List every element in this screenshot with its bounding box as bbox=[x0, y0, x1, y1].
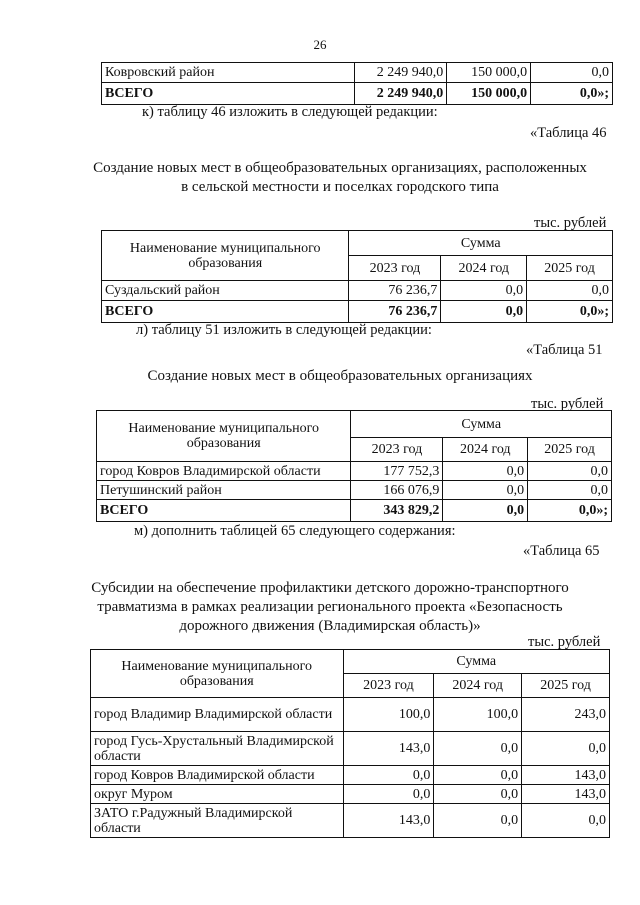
header-sum: Сумма bbox=[349, 231, 613, 256]
unit-label-65: тыс. рублей bbox=[528, 634, 601, 650]
total-2024: 150 000,0 bbox=[447, 83, 531, 105]
header-2023: 2023 год bbox=[351, 438, 443, 462]
table-header-row bbox=[97, 411, 612, 438]
total-label: ВСЕГО bbox=[97, 500, 351, 522]
total-2025: 0,0»; bbox=[531, 83, 613, 105]
municipality-name: город Ковров Владимирской области bbox=[97, 462, 351, 481]
table-65 bbox=[90, 649, 610, 838]
header-2023: 2023 год bbox=[343, 674, 434, 698]
table-row bbox=[102, 281, 613, 301]
header-municipality: Наименование муниципального образования bbox=[97, 411, 351, 462]
header-2025: 2025 год bbox=[522, 674, 610, 698]
table-row bbox=[97, 462, 612, 481]
value-2023: 0,0 bbox=[343, 766, 434, 785]
value-2025: 143,0 bbox=[522, 766, 610, 785]
value-2023: 143,0 bbox=[343, 732, 434, 766]
value-2023: 2 249 940,0 bbox=[355, 63, 447, 83]
value-2024: 100,0 bbox=[434, 698, 522, 732]
header-municipality: Наименование муниципального образования bbox=[102, 231, 349, 281]
value-2024: 0,0 bbox=[434, 766, 522, 785]
unit-label-46: тыс. рублей bbox=[534, 215, 607, 231]
table-51 bbox=[96, 410, 612, 522]
table-46 bbox=[101, 230, 613, 323]
value-2024: 0,0 bbox=[443, 462, 528, 481]
value-2025: 0,0 bbox=[527, 281, 613, 301]
instruction-k: к) таблицу 46 изложить в следующей редакции: bbox=[142, 104, 438, 120]
continuation-table bbox=[101, 62, 613, 105]
value-2025: 0,0 bbox=[528, 481, 612, 500]
table-row bbox=[97, 481, 612, 500]
value-2023: 76 236,7 bbox=[349, 281, 441, 301]
total-2023: 76 236,7 bbox=[349, 301, 441, 323]
value-2023: 143,0 bbox=[343, 804, 434, 838]
table-65-title: Субсидии на обеспечение профилактики детского дорожно-транспортного травматизма в рамках реализации регионального проекта «Безопасность дорожного движения (Владимирская область)» bbox=[91, 580, 569, 634]
municipality-name: округ Муром bbox=[91, 785, 344, 804]
header-2025: 2025 год bbox=[527, 256, 613, 281]
instruction-l: л) таблицу 51 изложить в следующей редакции: bbox=[136, 322, 432, 338]
table-label-46: «Таблица 46 bbox=[530, 125, 607, 141]
total-2023: 2 249 940,0 bbox=[355, 83, 447, 105]
value-2024: 0,0 bbox=[443, 481, 528, 500]
table-label-51: «Таблица 51 bbox=[526, 342, 603, 358]
table-row bbox=[91, 785, 610, 804]
header-2024: 2024 год bbox=[434, 674, 522, 698]
header-2024: 2024 год bbox=[443, 438, 528, 462]
table-46-title: Создание новых мест в общеобразовательных организациях, расположенных в сельской местности и поселках городского типа bbox=[93, 160, 587, 195]
value-2024: 0,0 bbox=[441, 281, 527, 301]
header-2024: 2024 год bbox=[441, 256, 527, 281]
table-row bbox=[91, 698, 610, 732]
table-header-row bbox=[91, 650, 610, 674]
total-row bbox=[102, 301, 613, 323]
total-2024: 0,0 bbox=[443, 500, 528, 522]
value-2024: 0,0 bbox=[434, 785, 522, 804]
table-row bbox=[91, 804, 610, 838]
value-2023: 100,0 bbox=[343, 698, 434, 732]
value-2024: 0,0 bbox=[434, 732, 522, 766]
value-2024: 0,0 bbox=[434, 804, 522, 838]
header-2025: 2025 год bbox=[528, 438, 612, 462]
header-municipality: Наименование муниципального образования bbox=[91, 650, 344, 698]
value-2023: 177 752,3 bbox=[351, 462, 443, 481]
value-2024: 150 000,0 bbox=[447, 63, 531, 83]
municipality-name: город Гусь-Хрустальный Владимирской области bbox=[91, 732, 344, 766]
value-2023: 166 076,9 bbox=[351, 481, 443, 500]
header-2023: 2023 год bbox=[349, 256, 441, 281]
municipality-name: ЗАТО г.Радужный Владимирской области bbox=[91, 804, 344, 838]
value-2025: 0,0 bbox=[531, 63, 613, 83]
value-2025: 0,0 bbox=[528, 462, 612, 481]
value-2025: 0,0 bbox=[522, 804, 610, 838]
total-label: ВСЕГО bbox=[102, 83, 355, 105]
total-row bbox=[102, 83, 613, 105]
instruction-m: м) дополнить таблицей 65 следующего содержания: bbox=[134, 523, 456, 539]
page-number: 26 bbox=[313, 37, 327, 52]
total-2024: 0,0 bbox=[441, 301, 527, 323]
header-sum: Сумма bbox=[343, 650, 610, 674]
table-label-65: «Таблица 65 bbox=[523, 543, 600, 559]
table-header-row bbox=[102, 231, 613, 256]
municipality-name: Суздальский район bbox=[102, 281, 349, 301]
value-2025: 143,0 bbox=[522, 785, 610, 804]
value-2025: 243,0 bbox=[522, 698, 610, 732]
table-row bbox=[91, 766, 610, 785]
total-2025: 0,0»; bbox=[527, 301, 613, 323]
table-51-title: Создание новых мест в общеобразовательных организациях bbox=[147, 368, 533, 384]
municipality-name: Ковровский район bbox=[102, 63, 355, 83]
total-2023: 343 829,2 bbox=[351, 500, 443, 522]
table-row bbox=[102, 63, 613, 83]
value-2025: 0,0 bbox=[522, 732, 610, 766]
municipality-name: город Владимир Владимирской области bbox=[91, 698, 344, 732]
table-row bbox=[91, 732, 610, 766]
municipality-name: Петушинский район bbox=[97, 481, 351, 500]
total-label: ВСЕГО bbox=[102, 301, 349, 323]
unit-label-51: тыс. рублей bbox=[531, 396, 604, 412]
municipality-name: город Ковров Владимирской области bbox=[91, 766, 344, 785]
total-row bbox=[97, 500, 612, 522]
header-sum: Сумма bbox=[351, 411, 612, 438]
value-2023: 0,0 bbox=[343, 785, 434, 804]
total-2025: 0,0»; bbox=[528, 500, 612, 522]
